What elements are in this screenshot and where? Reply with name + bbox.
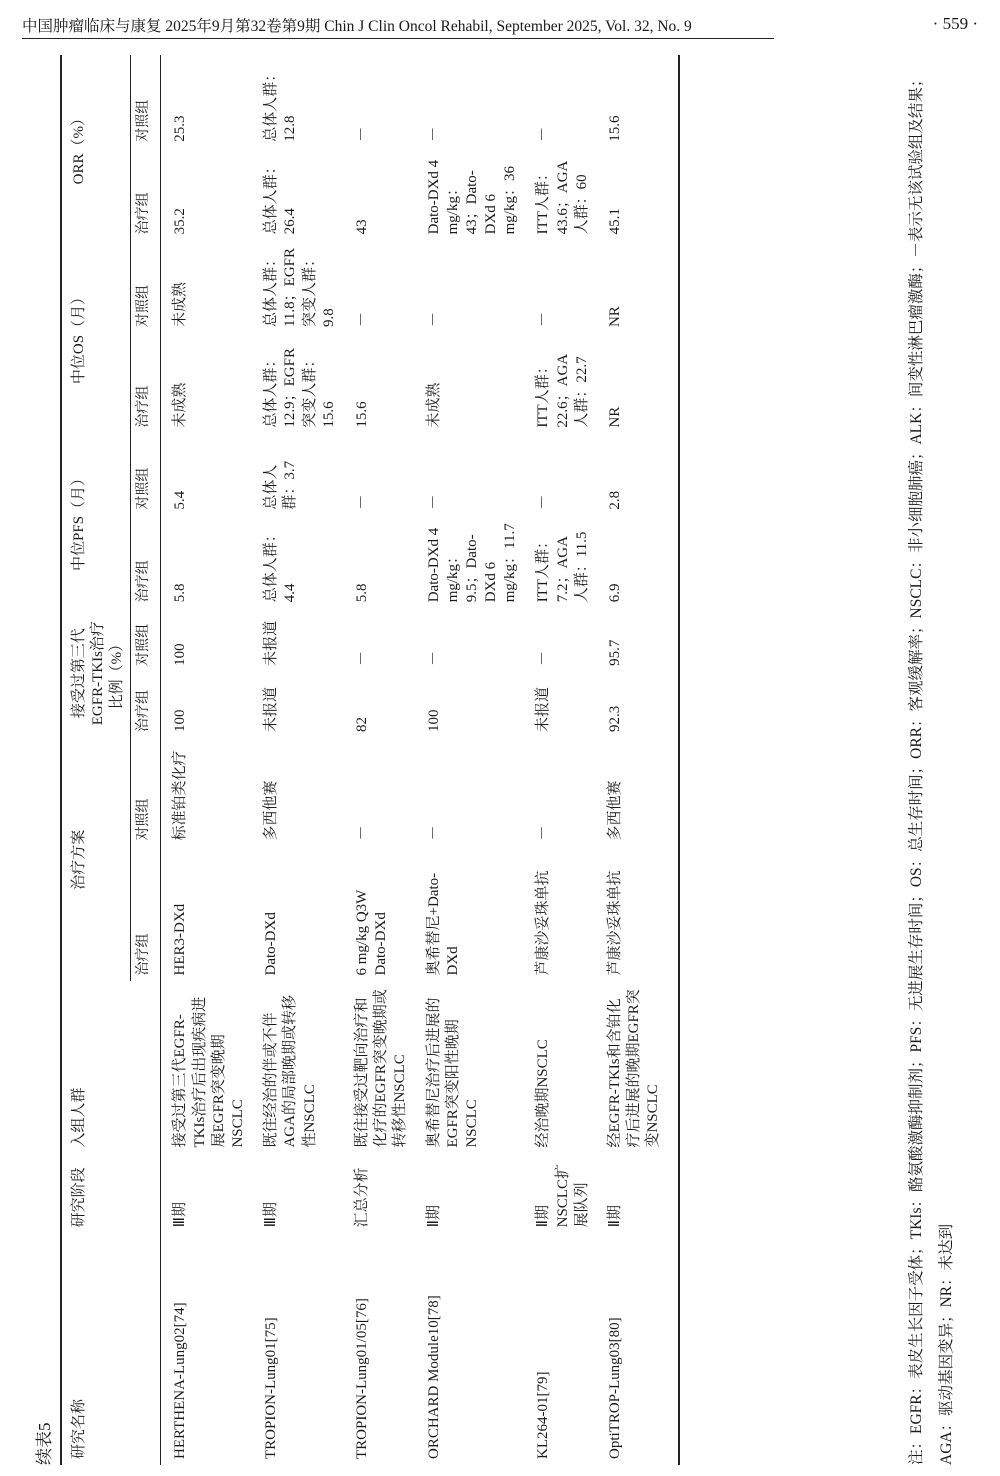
subheader-pfs-control: 对照组 — [130, 434, 161, 516]
cell-phase: 汇总分析 — [353, 1167, 370, 1228]
cell-tki-control: － — [535, 650, 552, 666]
table-row — [161, 55, 256, 1465]
cell-population: 经治晚期NSCLC — [535, 1039, 552, 1148]
cell-os-control: － — [535, 312, 552, 328]
cell-regimen-control: 标准铂类化疗 — [161, 738, 256, 847]
cell-orr-control: － — [535, 126, 552, 142]
cell-regimen-control: 多西他赛 — [263, 780, 280, 841]
cell-os-treatment: NR — [600, 333, 679, 434]
cell-pfs-control: － — [425, 494, 442, 510]
subheader-regimen-control: 对照组 — [130, 738, 161, 847]
cell-tki-control: 100 — [161, 608, 256, 672]
cell-os-treatment: 未成熟 — [161, 333, 256, 434]
table-row — [256, 55, 347, 1465]
cell-phase: Ⅱ期 — [600, 1154, 679, 1234]
cell-study: HERTHENA-Lung02[74] — [161, 1233, 256, 1465]
cell-study: TROPION-Lung01[75] — [263, 1317, 280, 1459]
header-row-1 — [61, 55, 130, 1465]
cell-study: ORCHARD Module10[78] — [425, 1295, 442, 1459]
cell-phase: Ⅱ期NSCLC扩展队列 — [535, 1164, 590, 1228]
cell-pfs-treatment: 总体人群：4.4 — [263, 527, 299, 603]
col-header-pfs: 中位PFS（月） — [61, 434, 130, 609]
cell-orr-control: 总体人群：12.8 — [263, 66, 299, 142]
cell-pfs-treatment: Dato-DXd 4 mg/kg：9.5；Dato-DXd 6 mg/kg：11.7 — [425, 523, 519, 603]
cell-regimen-control: 多西他赛 — [600, 738, 679, 847]
cell-tki-treatment: 未报道 — [263, 686, 280, 732]
cell-pfs-treatment: 5.8 — [161, 516, 256, 609]
cell-tki-treatment: 100 — [425, 709, 442, 732]
subheader-os-control: 对照组 — [130, 240, 161, 333]
cell-population: 奥希替尼治疗后进展的EGFR突变阳性晚期NSCLC — [425, 997, 480, 1148]
cell-tki-treatment: 100 — [161, 672, 256, 738]
page-header — [22, 8, 982, 38]
subheader-orr-control: 对照组 — [130, 55, 161, 148]
journal-running-title: 中国肿瘤临床与康复 2025年9月第32卷第9期 Chin J Clin Oncol Rehabil, September 2025, Vol. 32, No. 9 — [22, 18, 692, 35]
cell-tki-control: 未报道 — [263, 620, 280, 666]
cell-os-control: － — [425, 312, 442, 328]
subheader-pfs-treatment: 治疗组 — [130, 516, 161, 609]
cell-os-treatment: ITT人群：22.6；AGA人群：22.7 — [535, 353, 590, 428]
cell-tki-control: － — [425, 650, 442, 666]
cell-regimen-control: － — [535, 825, 552, 841]
cell-orr-treatment: Dato-DXd 4 mg/kg：43；Dato-DXd 6 mg/kg：36 — [425, 159, 519, 235]
cell-os-treatment: 未成熟 — [425, 382, 442, 428]
subheader-tki-control: 对照组 — [130, 608, 161, 672]
cell-pfs-control: 2.8 — [600, 434, 679, 516]
cell-orr-treatment: 总体人群：26.4 — [263, 159, 299, 235]
cell-orr-treatment: 43 — [353, 219, 370, 235]
cell-orr-treatment: ITT人群：43.6；AGA人群：60 — [535, 160, 590, 235]
cell-population: 既往经治的伴或不伴AGA的局部晚期或转移性NSCLC — [263, 995, 318, 1148]
subheader-orr-treatment: 治疗组 — [130, 148, 161, 241]
cell-population: 接受过第三代EGFR-TKIs治疗后出现疾病进展EGFR突变晚期NSCLC — [161, 981, 256, 1153]
cell-pfs-control: － — [353, 494, 370, 510]
cell-os-treatment: 总体人群：12.9；EGFR突变人群：15.6 — [263, 348, 337, 428]
cell-study: OptiTROP-Lung03[80] — [600, 1233, 679, 1465]
rotated-table-area — [30, 55, 975, 1465]
table-footnote: 注：EGFR：表皮生长因子受体；TKIs：酪氨酸激酶抑制剂；PFS：无进展生存时间；OS：总生存时间；ORR：客观缓解率；NSCLC：非小细胞肺癌；ALK：间变性淋巴瘤激酶；－表示无该试验组及结果；AGA：驱动基因变异；NR：未达到 — [908, 71, 956, 1465]
table-row — [528, 55, 600, 1465]
cell-orr-treatment: 35.2 — [161, 148, 256, 241]
cell-os-treatment: 15.6 — [353, 401, 370, 428]
header-rule — [22, 38, 774, 39]
cell-tki-treatment: 92.3 — [600, 672, 679, 738]
cell-regimen-treatment: HER3-DXd — [161, 847, 256, 982]
table-caption: 续表5 — [35, 1422, 54, 1465]
cell-orr-treatment: 45.1 — [600, 148, 679, 241]
data-table — [60, 55, 680, 1465]
cell-study: TROPION-Lung01/05[76] — [353, 1298, 370, 1459]
cell-tki-treatment: 未报道 — [535, 686, 552, 732]
cell-os-control: NR — [600, 240, 679, 333]
col-header-study: 研究名称 — [61, 1233, 161, 1465]
cell-regimen-treatment: 奥希替尼+Dato-DXd — [425, 872, 461, 976]
table-row — [600, 55, 679, 1465]
col-header-prior-tki: 接受过第三代EGFR-TKIs治疗比例（%） — [61, 608, 130, 738]
col-header-orr: ORR（%） — [61, 55, 130, 240]
cell-pfs-treatment: 6.9 — [600, 516, 679, 609]
cell-os-control: 未成熟 — [161, 240, 256, 333]
cell-phase: Ⅲ期 — [161, 1154, 256, 1234]
page-number: · 559 · — [932, 14, 978, 33]
cell-pfs-treatment: ITT人群：7.2；AGA人群：11.5 — [535, 531, 590, 603]
cell-pfs-control: － — [535, 494, 552, 510]
cell-regimen-treatment: Dato-DXd — [263, 912, 280, 976]
cell-pfs-treatment: 5.8 — [353, 583, 370, 603]
cell-population: 经EGFR-TKIs和含铂化疗后进展的晚期EGFR突变NSCLC — [600, 981, 679, 1153]
col-header-os: 中位OS（月） — [61, 240, 130, 433]
cell-tki-control: － — [353, 650, 370, 666]
col-header-regimen: 治疗方案 — [61, 738, 130, 982]
cell-phase: Ⅲ期 — [263, 1202, 280, 1228]
cell-study: KL264-01[79] — [535, 1371, 552, 1459]
cell-os-control: － — [353, 312, 370, 328]
cell-regimen-treatment: 6 mg/kg Q3W Dato-DXd — [353, 889, 390, 976]
cell-regimen-control: － — [425, 825, 442, 841]
cell-regimen-control: － — [353, 825, 370, 841]
cell-phase: Ⅱ期 — [425, 1205, 442, 1228]
cell-orr-control: 15.6 — [600, 55, 679, 148]
cell-os-control: 总体人群：11.8；EGFR突变人群：9.8 — [263, 247, 337, 328]
cell-population: 既往接受过靶向治疗和化疗的EGFR突变晚期或转移性NSCLC — [353, 989, 409, 1148]
cell-orr-control: 25.3 — [161, 55, 256, 148]
cell-pfs-control: 5.4 — [161, 434, 256, 516]
cell-pfs-control: 总体人群：3.7 — [263, 460, 299, 510]
cell-orr-control: － — [425, 126, 442, 142]
table-row — [419, 55, 529, 1465]
cell-orr-control: － — [353, 126, 370, 142]
subheader-regimen-treatment: 治疗组 — [130, 847, 161, 982]
cell-regimen-treatment: 芦康沙妥珠单抗 — [600, 847, 679, 982]
cell-regimen-treatment: 芦康沙妥珠单抗 — [535, 870, 552, 976]
subheader-os-treatment: 治疗组 — [130, 333, 161, 434]
cell-tki-treatment: 82 — [353, 716, 370, 732]
subheader-tki-treatment: 治疗组 — [130, 672, 161, 738]
table-row — [347, 55, 419, 1465]
col-header-phase: 研究阶段 — [61, 1154, 161, 1234]
col-header-population: 入组人群 — [61, 981, 161, 1153]
cell-tki-control: 95.7 — [600, 608, 679, 672]
rotated-content — [30, 55, 975, 1465]
